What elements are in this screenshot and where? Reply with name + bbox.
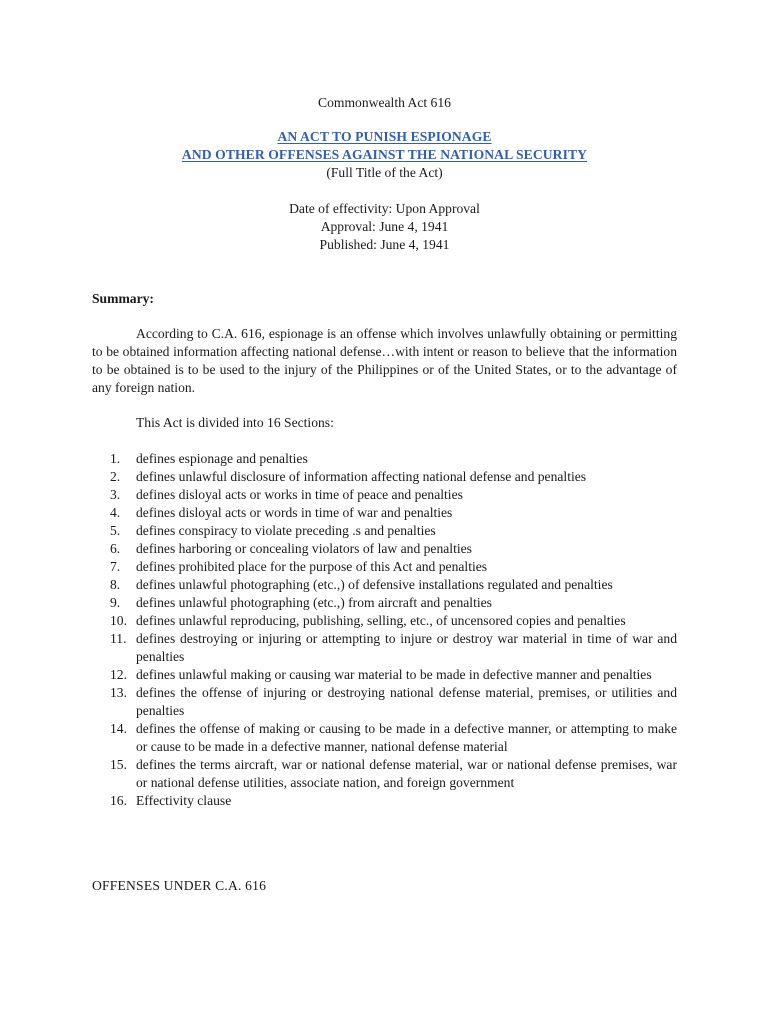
list-item-number: 11.: [110, 631, 127, 646]
list-item-text: defines the offense of making or causing to be made in a defective manner, or attempting to make or cause to be made in a defective manner, national defense material: [136, 721, 677, 754]
list-item-number: 8.: [110, 577, 121, 592]
list-item-text: defines harboring or concealing violators of law and penalties: [136, 541, 472, 556]
list-item: [92, 720, 677, 756]
list-item-text: defines espionage and penalties: [136, 451, 308, 466]
list-item: [92, 792, 677, 810]
sections-intro: This Act is divided into 16 Sections:: [136, 415, 334, 430]
list-item: [92, 468, 677, 486]
summary-paragraph: According to C.A. 616, espionage is an offense which involves unlawfully obtaining or permitting to be obtained information affecting national defense…with intent or reason to believe that the information to be obtained is to be used to the injury of the Philippines or of the United States, or to the advantage of any foreign nation.: [92, 326, 677, 395]
list-item-number: 2.: [110, 469, 121, 484]
published-date: Published: June 4, 1941: [319, 237, 450, 252]
list-item: [92, 756, 677, 792]
list-item-number: 13.: [110, 685, 127, 700]
approval-date: Approval: June 4, 1941: [320, 219, 449, 234]
document-page: [92, 0, 677, 1024]
list-item-number: 12.: [110, 667, 127, 682]
list-item: [92, 558, 677, 576]
list-item: [92, 612, 677, 630]
list-item-number: 1.: [110, 451, 121, 466]
list-item: [92, 504, 677, 522]
list-item-text: Effectivity clause: [136, 793, 232, 808]
list-item-text: defines unlawful making or causing war material to be made in defective manner and penalties: [136, 667, 652, 682]
list-item-text: defines disloyal acts or works in time of peace and penalties: [136, 487, 463, 502]
list-item-number: 14.: [110, 721, 127, 736]
list-item-number: 6.: [110, 541, 121, 556]
summary-heading: Summary:: [92, 291, 154, 306]
list-item-number: 7.: [110, 559, 121, 574]
sections-list: [92, 450, 677, 810]
list-item: [92, 666, 677, 684]
dates-block: [92, 200, 677, 254]
list-item: [92, 594, 677, 612]
list-item: [92, 486, 677, 504]
list-item-number: 15.: [110, 757, 127, 772]
date-of-effectivity: Date of effectivity: Upon Approval: [289, 201, 480, 216]
act-title-line-2[interactable]: AND OTHER OFFENSES AGAINST THE NATIONAL SECURITY: [181, 147, 588, 162]
list-item-text: defines unlawful photographing (etc.,) of defensive installations regulated and penalties: [136, 577, 613, 592]
list-item: [92, 576, 677, 594]
list-item-number: 10.: [110, 613, 127, 628]
list-item-number: 5.: [110, 523, 121, 538]
list-item: [92, 684, 677, 720]
list-item-text: defines disloyal acts or words in time of war and penalties: [136, 505, 453, 520]
list-item: [92, 540, 677, 558]
list-item-text: defines the terms aircraft, war or national defense material, war or national defense premises, war or national defense utilities, associate nation, and foreign government: [136, 757, 677, 790]
list-item-number: 3.: [110, 487, 121, 502]
list-item: [92, 450, 677, 468]
list-item-number: 16.: [110, 793, 127, 808]
list-item-text: defines unlawful photographing (etc.,) from aircraft and penalties: [136, 595, 492, 610]
act-title-block: [92, 128, 677, 182]
list-item-text: defines prohibited place for the purpose of this Act and penalties: [136, 559, 488, 574]
list-item-number: 4.: [110, 505, 121, 520]
act-title-line-1[interactable]: AN ACT TO PUNISH ESPIONAGE: [277, 129, 492, 144]
list-item-text: defines destroying or injuring or attempting to injure or destroy war material in time of war and penalties: [136, 631, 677, 664]
list-item-number: 9.: [110, 595, 121, 610]
list-item-text: defines the offense of injuring or destroying national defense material, premises, or utilities and penalties: [136, 685, 677, 718]
list-item: [92, 522, 677, 540]
offenses-heading: OFFENSES UNDER C.A. 616: [92, 878, 267, 893]
list-item: [92, 630, 677, 666]
list-item-text: defines unlawful disclosure of information affecting national defense and penalties: [136, 469, 587, 484]
list-item-text: defines conspiracy to violate preceding .s and penalties: [136, 523, 436, 538]
act-number: Commonwealth Act 616: [318, 95, 451, 110]
full-title-note: (Full Title of the Act): [326, 165, 443, 180]
list-item-text: defines unlawful reproducing, publishing, selling, etc., of uncensored copies and penalties: [136, 613, 626, 628]
